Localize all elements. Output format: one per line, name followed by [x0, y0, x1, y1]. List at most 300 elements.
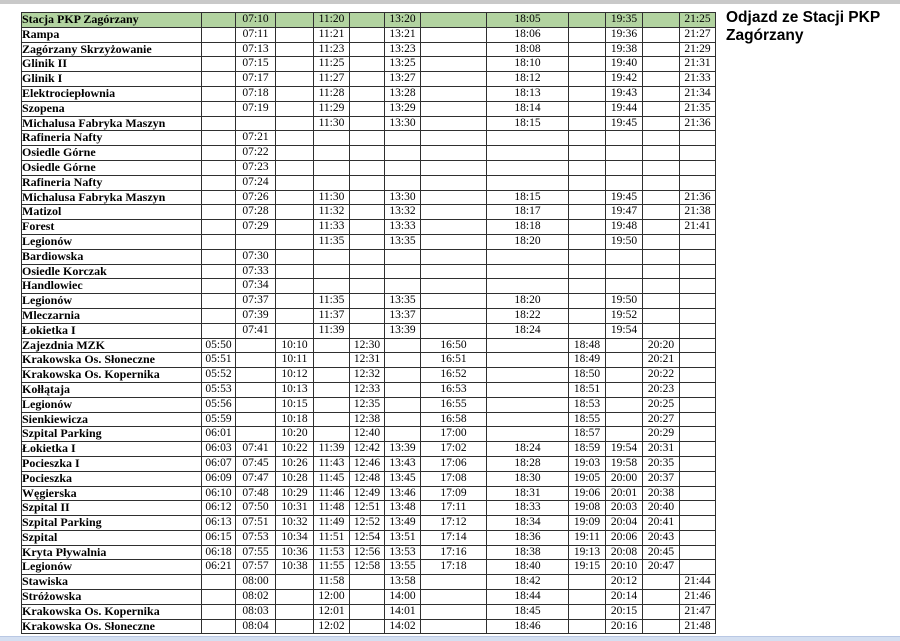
time-cell: 10:20 — [276, 427, 314, 442]
time-cell: 12:38 — [350, 412, 385, 427]
empty-cell — [276, 249, 314, 264]
stop-name-cell: Krakowska Os. Kopernika — [22, 604, 202, 619]
time-cell: 20:10 — [606, 560, 643, 575]
time-cell: 12:00 — [314, 590, 350, 605]
empty-cell — [350, 175, 385, 190]
time-cell: 18:05 — [487, 13, 569, 28]
stop-name-cell: Legionów — [22, 234, 202, 249]
table-row — [22, 323, 716, 338]
time-cell: 11:49 — [314, 516, 350, 531]
time-cell: 12:56 — [350, 545, 385, 560]
empty-cell — [385, 353, 421, 368]
empty-cell — [202, 619, 236, 634]
empty-cell — [236, 412, 276, 427]
empty-cell — [606, 160, 643, 175]
time-cell: 08:02 — [236, 590, 276, 605]
time-cell: 07:18 — [236, 86, 276, 101]
time-cell: 21:48 — [680, 619, 716, 634]
time-cell: 16:58 — [421, 412, 487, 427]
time-cell: 07:47 — [236, 471, 276, 486]
time-cell: 20:37 — [643, 471, 680, 486]
empty-cell — [276, 323, 314, 338]
empty-cell — [606, 338, 643, 353]
empty-cell — [314, 160, 350, 175]
time-cell: 18:15 — [487, 190, 569, 205]
empty-cell — [421, 42, 487, 57]
empty-cell — [680, 264, 716, 279]
time-cell: 13:29 — [385, 101, 421, 116]
empty-cell — [385, 175, 421, 190]
empty-cell — [569, 249, 606, 264]
empty-cell — [569, 86, 606, 101]
empty-cell — [487, 338, 569, 353]
time-cell: 10:18 — [276, 412, 314, 427]
time-cell: 14:01 — [385, 604, 421, 619]
stop-name-cell: Osiedle Korczak — [22, 264, 202, 279]
empty-cell — [421, 604, 487, 619]
time-cell: 20:14 — [606, 590, 643, 605]
empty-cell — [202, 308, 236, 323]
stop-name-cell: Szpital — [22, 530, 202, 545]
table-row — [22, 101, 716, 116]
empty-cell — [202, 220, 236, 235]
time-cell: 10:11 — [276, 353, 314, 368]
time-cell: 18:51 — [569, 382, 606, 397]
table-row — [22, 264, 716, 279]
empty-cell — [276, 220, 314, 235]
time-cell: 11:51 — [314, 530, 350, 545]
empty-cell — [606, 279, 643, 294]
time-cell: 13:39 — [385, 323, 421, 338]
stop-name-cell: Michalusa Fabryka Maszyn — [22, 190, 202, 205]
time-cell: 18:45 — [487, 604, 569, 619]
empty-cell — [680, 530, 716, 545]
time-cell: 11:32 — [314, 205, 350, 220]
empty-cell — [569, 42, 606, 57]
time-cell: 18:06 — [487, 27, 569, 42]
time-cell: 07:39 — [236, 308, 276, 323]
table-row — [22, 353, 716, 368]
empty-cell — [643, 57, 680, 72]
empty-cell — [606, 249, 643, 264]
time-cell: 19:45 — [606, 116, 643, 131]
time-cell: 06:07 — [202, 456, 236, 471]
empty-cell — [276, 279, 314, 294]
empty-cell — [421, 175, 487, 190]
empty-cell — [276, 619, 314, 634]
empty-cell — [276, 604, 314, 619]
time-cell: 19:42 — [606, 72, 643, 87]
empty-cell — [643, 575, 680, 590]
time-cell: 07:51 — [236, 516, 276, 531]
empty-cell — [643, 86, 680, 101]
time-cell: 19:54 — [606, 442, 643, 457]
time-cell: 11:25 — [314, 57, 350, 72]
time-cell: 10:12 — [276, 368, 314, 383]
empty-cell — [569, 13, 606, 28]
empty-cell — [606, 412, 643, 427]
time-cell: 18:28 — [487, 456, 569, 471]
time-cell: 07:45 — [236, 456, 276, 471]
time-cell: 18:48 — [569, 338, 606, 353]
time-cell: 19:48 — [606, 220, 643, 235]
time-cell: 19:03 — [569, 456, 606, 471]
page-title — [726, 9, 896, 44]
time-cell: 13:28 — [385, 86, 421, 101]
table-row — [22, 205, 716, 220]
empty-cell — [385, 160, 421, 175]
empty-cell — [314, 131, 350, 146]
empty-cell — [350, 27, 385, 42]
time-cell: 21:25 — [680, 13, 716, 28]
empty-cell — [421, 72, 487, 87]
time-cell: 07:13 — [236, 42, 276, 57]
empty-cell — [202, 323, 236, 338]
table-row — [22, 160, 716, 175]
empty-cell — [350, 590, 385, 605]
time-cell: 07:10 — [236, 13, 276, 28]
time-cell: 07:41 — [236, 442, 276, 457]
time-cell: 07:28 — [236, 205, 276, 220]
empty-cell — [569, 294, 606, 309]
empty-cell — [680, 382, 716, 397]
table-row — [22, 501, 716, 516]
time-cell: 19:50 — [606, 294, 643, 309]
empty-cell — [314, 175, 350, 190]
empty-cell — [487, 175, 569, 190]
empty-cell — [276, 13, 314, 28]
time-cell: 19:38 — [606, 42, 643, 57]
empty-cell — [202, 264, 236, 279]
time-cell: 13:46 — [385, 486, 421, 501]
stop-name-cell: Matizol — [22, 205, 202, 220]
table-row — [22, 368, 716, 383]
time-cell: 08:03 — [236, 604, 276, 619]
empty-cell — [276, 590, 314, 605]
empty-cell — [487, 264, 569, 279]
empty-cell — [643, 116, 680, 131]
stop-name-cell: Handlowiec — [22, 279, 202, 294]
empty-cell — [487, 412, 569, 427]
time-cell: 20:29 — [643, 427, 680, 442]
empty-cell — [202, 294, 236, 309]
empty-cell — [643, 160, 680, 175]
table-row — [22, 382, 716, 397]
empty-cell — [680, 501, 716, 516]
time-cell: 19:06 — [569, 486, 606, 501]
time-cell: 12:46 — [350, 456, 385, 471]
empty-cell — [569, 27, 606, 42]
empty-cell — [487, 146, 569, 161]
empty-cell — [569, 308, 606, 323]
empty-cell — [314, 382, 350, 397]
page-title-line2: Zagórzany — [726, 26, 804, 44]
time-cell: 16:55 — [421, 397, 487, 412]
table-row — [22, 249, 716, 264]
time-cell: 19:58 — [606, 456, 643, 471]
time-cell: 13:39 — [385, 442, 421, 457]
time-cell: 18:46 — [487, 619, 569, 634]
time-cell: 16:51 — [421, 353, 487, 368]
table-row — [22, 175, 716, 190]
time-cell: 20:45 — [643, 545, 680, 560]
empty-cell — [643, 323, 680, 338]
time-cell: 11:30 — [314, 116, 350, 131]
time-cell: 12:54 — [350, 530, 385, 545]
time-cell: 14:00 — [385, 590, 421, 605]
time-cell: 20:25 — [643, 397, 680, 412]
empty-cell — [421, 308, 487, 323]
empty-cell — [276, 146, 314, 161]
time-cell: 21:38 — [680, 205, 716, 220]
stop-name-cell: Pocieszka I — [22, 456, 202, 471]
empty-cell — [421, 146, 487, 161]
empty-cell — [421, 590, 487, 605]
empty-cell — [421, 190, 487, 205]
time-cell: 20:27 — [643, 412, 680, 427]
time-cell: 20:06 — [606, 530, 643, 545]
time-cell: 17:00 — [421, 427, 487, 442]
empty-cell — [643, 619, 680, 634]
empty-cell — [487, 427, 569, 442]
stop-name-cell: Krakowska Os. Kopernika — [22, 368, 202, 383]
time-cell: 19:36 — [606, 27, 643, 42]
stop-name-cell: Szpital Parking — [22, 427, 202, 442]
empty-cell — [350, 116, 385, 131]
time-cell: 20:35 — [643, 456, 680, 471]
empty-cell — [680, 545, 716, 560]
empty-cell — [680, 146, 716, 161]
table-row — [22, 338, 716, 353]
page-title-line1: Odjazd ze Stacji PKP — [726, 9, 881, 26]
empty-cell — [680, 323, 716, 338]
empty-cell — [350, 308, 385, 323]
time-cell: 16:52 — [421, 368, 487, 383]
stop-name-cell: Szpital II — [22, 501, 202, 516]
time-cell: 06:13 — [202, 516, 236, 531]
time-cell: 21:44 — [680, 575, 716, 590]
empty-cell — [569, 279, 606, 294]
time-cell: 07:33 — [236, 264, 276, 279]
time-cell: 07:24 — [236, 175, 276, 190]
time-cell: 16:53 — [421, 382, 487, 397]
time-cell: 12:48 — [350, 471, 385, 486]
empty-cell — [421, 264, 487, 279]
empty-cell — [276, 42, 314, 57]
time-cell: 19:08 — [569, 501, 606, 516]
stop-name-cell: Sienkiewicza — [22, 412, 202, 427]
time-cell: 14:02 — [385, 619, 421, 634]
time-cell: 18:55 — [569, 412, 606, 427]
time-cell: 13:32 — [385, 205, 421, 220]
time-cell: 07:48 — [236, 486, 276, 501]
table-row — [22, 72, 716, 87]
empty-cell — [276, 116, 314, 131]
time-cell: 18:40 — [487, 560, 569, 575]
table-row — [22, 545, 716, 560]
time-cell: 13:43 — [385, 456, 421, 471]
empty-cell — [421, 575, 487, 590]
empty-cell — [385, 146, 421, 161]
time-cell: 20:00 — [606, 471, 643, 486]
empty-cell — [202, 590, 236, 605]
time-cell: 21:33 — [680, 72, 716, 87]
time-cell: 18:33 — [487, 501, 569, 516]
empty-cell — [643, 42, 680, 57]
time-cell: 20:38 — [643, 486, 680, 501]
time-cell: 19:15 — [569, 560, 606, 575]
time-cell: 18:15 — [487, 116, 569, 131]
time-cell: 19:13 — [569, 545, 606, 560]
stop-name-cell: Rampa — [22, 27, 202, 42]
time-cell: 12:49 — [350, 486, 385, 501]
time-cell: 21:31 — [680, 57, 716, 72]
empty-cell — [569, 101, 606, 116]
empty-cell — [202, 604, 236, 619]
table-row — [22, 146, 716, 161]
empty-cell — [276, 575, 314, 590]
empty-cell — [569, 590, 606, 605]
time-cell: 13:30 — [385, 116, 421, 131]
empty-cell — [680, 175, 716, 190]
empty-cell — [202, 234, 236, 249]
time-cell: 11:35 — [314, 294, 350, 309]
time-cell: 08:00 — [236, 575, 276, 590]
empty-cell — [606, 353, 643, 368]
time-cell: 07:17 — [236, 72, 276, 87]
time-cell: 11:45 — [314, 471, 350, 486]
time-cell: 10:13 — [276, 382, 314, 397]
time-cell: 20:16 — [606, 619, 643, 634]
time-cell: 18:59 — [569, 442, 606, 457]
time-cell: 21:36 — [680, 190, 716, 205]
stop-name-cell: Stawiska — [22, 575, 202, 590]
time-cell: 06:21 — [202, 560, 236, 575]
time-cell: 20:40 — [643, 501, 680, 516]
empty-cell — [421, 619, 487, 634]
empty-cell — [421, 234, 487, 249]
stop-name-cell: Węgierska — [22, 486, 202, 501]
empty-cell — [643, 234, 680, 249]
empty-cell — [643, 590, 680, 605]
empty-cell — [421, 205, 487, 220]
time-cell: 18:20 — [487, 294, 569, 309]
empty-cell — [350, 619, 385, 634]
empty-cell — [569, 575, 606, 590]
time-cell: 19:05 — [569, 471, 606, 486]
table-row — [22, 575, 716, 590]
empty-cell — [643, 279, 680, 294]
empty-cell — [680, 308, 716, 323]
time-cell: 20:22 — [643, 368, 680, 383]
time-cell: 11:58 — [314, 575, 350, 590]
empty-cell — [385, 368, 421, 383]
empty-cell — [680, 368, 716, 383]
empty-cell — [643, 13, 680, 28]
empty-cell — [314, 279, 350, 294]
time-cell: 12:52 — [350, 516, 385, 531]
empty-cell — [680, 560, 716, 575]
empty-cell — [276, 234, 314, 249]
empty-cell — [643, 131, 680, 146]
stop-name-cell: Łokietka I — [22, 442, 202, 457]
time-cell: 21:46 — [680, 590, 716, 605]
empty-cell — [487, 160, 569, 175]
time-cell: 20:47 — [643, 560, 680, 575]
empty-cell — [276, 190, 314, 205]
time-cell: 19:45 — [606, 190, 643, 205]
empty-cell — [202, 72, 236, 87]
empty-cell — [385, 131, 421, 146]
time-cell: 12:02 — [314, 619, 350, 634]
empty-cell — [421, 86, 487, 101]
time-cell: 18:22 — [487, 308, 569, 323]
table-row — [22, 530, 716, 545]
empty-cell — [606, 382, 643, 397]
empty-cell — [680, 160, 716, 175]
time-cell: 11:48 — [314, 501, 350, 516]
empty-cell — [385, 249, 421, 264]
time-cell: 18:38 — [487, 545, 569, 560]
time-cell: 12:01 — [314, 604, 350, 619]
empty-cell — [276, 264, 314, 279]
time-cell: 07:15 — [236, 57, 276, 72]
time-cell: 05:56 — [202, 397, 236, 412]
stop-name-cell: Elektrociepłownia — [22, 86, 202, 101]
empty-cell — [643, 604, 680, 619]
empty-cell — [606, 131, 643, 146]
time-cell: 07:22 — [236, 146, 276, 161]
empty-cell — [350, 294, 385, 309]
time-cell: 06:03 — [202, 442, 236, 457]
table-row — [22, 412, 716, 427]
time-cell: 13:27 — [385, 72, 421, 87]
time-cell: 13:49 — [385, 516, 421, 531]
empty-cell — [350, 264, 385, 279]
empty-cell — [202, 27, 236, 42]
empty-cell — [385, 279, 421, 294]
time-cell: 18:34 — [487, 516, 569, 531]
empty-cell — [569, 264, 606, 279]
time-cell: 17:16 — [421, 545, 487, 560]
table-row — [22, 590, 716, 605]
empty-cell — [350, 575, 385, 590]
time-cell: 18:13 — [487, 86, 569, 101]
empty-cell — [350, 249, 385, 264]
empty-cell — [350, 13, 385, 28]
empty-cell — [421, 131, 487, 146]
empty-cell — [643, 220, 680, 235]
empty-cell — [202, 249, 236, 264]
empty-cell — [202, 116, 236, 131]
empty-cell — [276, 308, 314, 323]
empty-cell — [680, 471, 716, 486]
empty-cell — [421, 116, 487, 131]
empty-cell — [569, 234, 606, 249]
time-cell: 18:36 — [487, 530, 569, 545]
empty-cell — [314, 338, 350, 353]
time-cell: 20:12 — [606, 575, 643, 590]
time-cell: 13:21 — [385, 27, 421, 42]
empty-cell — [350, 86, 385, 101]
timetable-body — [22, 13, 716, 634]
empty-cell — [487, 382, 569, 397]
empty-cell — [202, 101, 236, 116]
empty-cell — [421, 323, 487, 338]
time-cell: 10:15 — [276, 397, 314, 412]
empty-cell — [276, 131, 314, 146]
time-cell: 19:35 — [606, 13, 643, 28]
